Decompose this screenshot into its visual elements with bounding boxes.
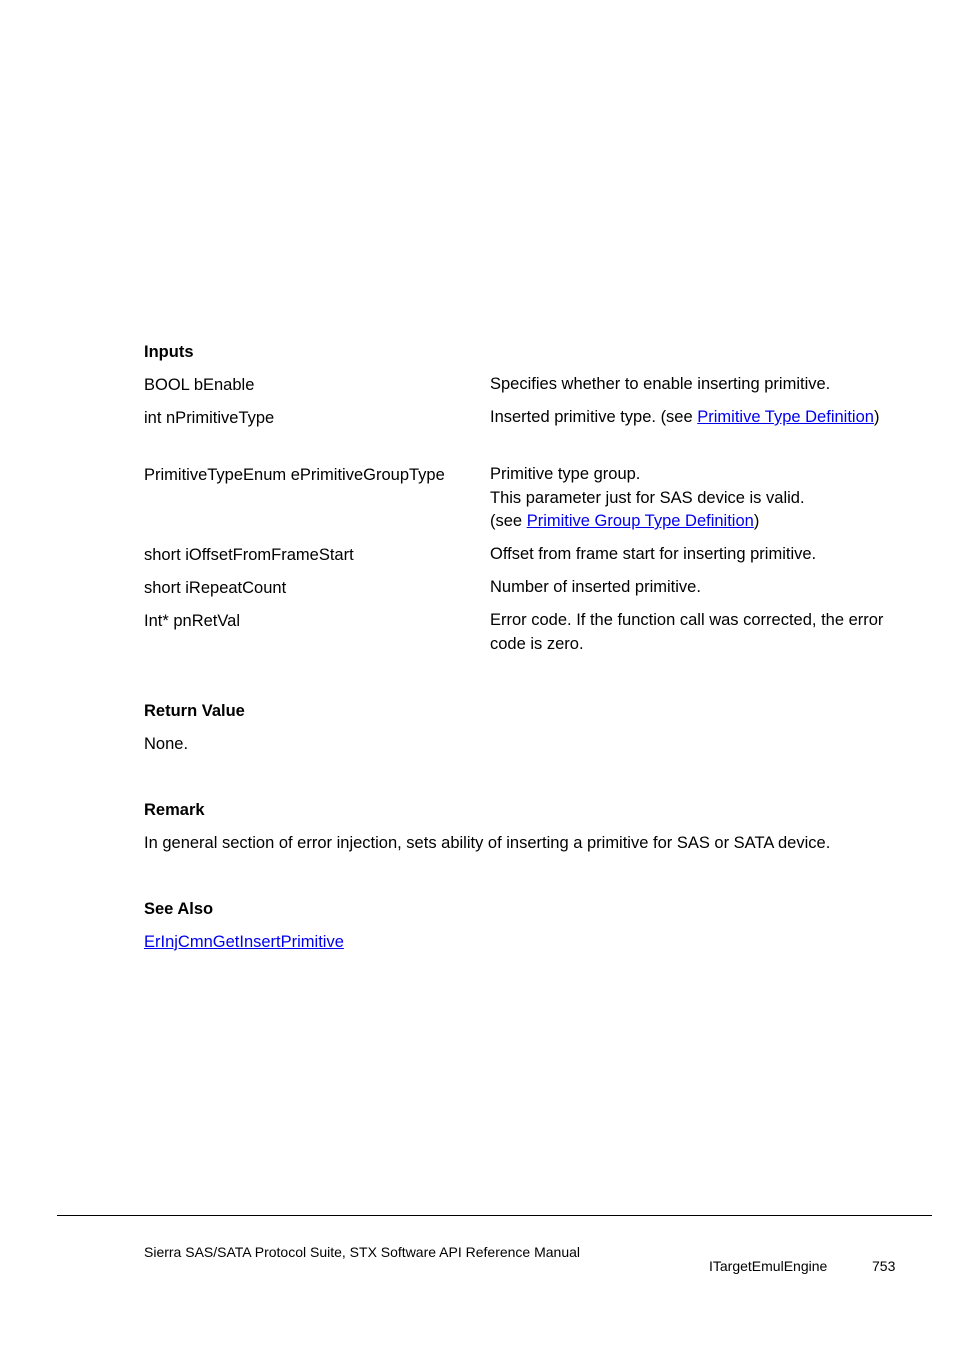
param-description: Error code. If the function call was corrected, the error code is zero.	[490, 611, 884, 653]
param-description: Offset from frame start for inserting primitive.	[490, 545, 817, 563]
desc-text: (see	[490, 512, 527, 530]
desc-line	[490, 510, 890, 534]
param-name: int nPrimitiveType	[144, 409, 275, 427]
desc-text: Inserted primitive type. (see	[490, 408, 698, 426]
param-description	[490, 406, 890, 430]
remark-heading: Remark	[144, 801, 205, 819]
primitive-group-type-definition-link[interactable]: Primitive Group Type Definition	[526, 512, 754, 530]
footer-page-number: 753	[872, 1258, 896, 1274]
return-value-text: None.	[144, 735, 189, 753]
erinjcmn-get-insert-primitive-link[interactable]: ErInjCmnGetInsertPrimitive	[144, 933, 344, 951]
return-value-heading: Return Value	[144, 702, 245, 720]
footer-manual-title: Sierra SAS/SATA Protocol Suite, STX Software API Reference Manual	[144, 1244, 581, 1260]
desc-text: )	[873, 408, 880, 426]
param-name: Int* pnRetVal	[144, 612, 241, 630]
remark-text: In general section of error injection, sets ability of inserting a primitive for SAS or SATA device.	[144, 834, 831, 852]
param-description	[490, 463, 890, 534]
param-name: PrimitiveTypeEnum ePrimitiveGroupType	[144, 466, 445, 484]
see-also-heading: See Also	[144, 900, 214, 918]
footer-section-name: ITargetEmulEngine	[709, 1258, 828, 1274]
inputs-heading: Inputs	[144, 343, 194, 361]
param-name: short iOffsetFromFrameStart	[144, 546, 354, 564]
param-description: Specifies whether to enable inserting primitive.	[490, 375, 831, 393]
desc-text: )	[753, 512, 760, 530]
primitive-type-definition-link[interactable]: Primitive Type Definition	[697, 408, 874, 426]
param-name: BOOL bEnable	[144, 376, 255, 394]
desc-line: Primitive type group.	[490, 465, 641, 483]
desc-line: This parameter just for SAS device is valid.	[490, 488, 805, 507]
param-name: short iRepeatCount	[144, 579, 287, 597]
footer-divider	[57, 1215, 932, 1216]
param-description: Number of inserted primitive.	[490, 578, 701, 596]
